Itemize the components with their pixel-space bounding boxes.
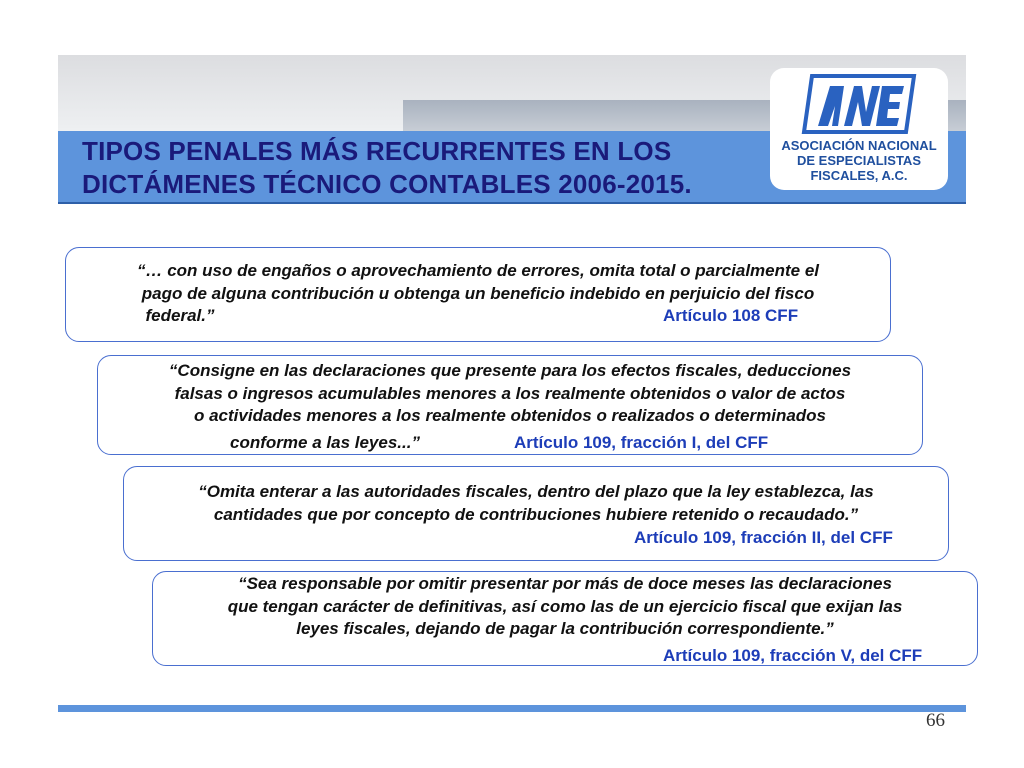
title-banner-underline <box>58 202 966 204</box>
quote-line: o actividades menores a los realmente obtenidos o realizados o determinados <box>193 406 827 425</box>
footer-line <box>58 705 966 712</box>
quote-line: “Consigne en las declaraciones que presente para los efectos fiscales, deducciones <box>168 361 852 380</box>
reference-articulo-109-fraccion-ii: Artículo 109, fracción II, del CFF <box>634 528 893 547</box>
association-name-line-3: FISCALES, A.C. <box>810 168 908 183</box>
quote-line: “Omita enterar a las autoridades fiscales, dentro del plazo que la ley establezca, las <box>198 482 874 501</box>
association-name <box>770 138 948 183</box>
association-name-line-2: DE ESPECIALISTAS <box>796 153 921 168</box>
quote-articulo-108 <box>70 260 886 305</box>
quote-line: “… con uso de engaños o aprovechamiento de errores, omita total o parcialmente el <box>136 261 820 280</box>
reference-articulo-109-fraccion-v: Artículo 109, fracción V, del CFF <box>663 646 923 665</box>
quote-line: leyes fiscales, dejando de pagar la contribución correspondiente.” <box>296 619 834 638</box>
slide-title-line-1: TIPOS PENALES MÁS RECURRENTES EN LOS <box>82 136 672 166</box>
reference-articulo-108: Artículo 108 CFF <box>663 306 799 325</box>
slide-title-line-2: DICTÁMENES TÉCNICO CONTABLES 2006-2015. <box>82 169 692 199</box>
quote-line: falsas o ingresos acumulables menores a los realmente obtenidos o valor de actos <box>174 383 846 403</box>
quote-line: “Sea responsable por omitir presentar por más de doce meses las declaraciones <box>238 574 892 593</box>
quote-line: cantidades que por concepto de contribuciones hubiere retenido o recaudado.” <box>213 504 859 524</box>
page-number: 66 <box>926 710 945 731</box>
quote-line: conforme a las leyes...” <box>230 433 420 452</box>
association-name-line-1: ASOCIACIÓN NACIONAL <box>781 138 937 153</box>
quote-line: federal.” <box>145 306 215 325</box>
association-logo <box>770 68 948 190</box>
quote-articulo-109-fraccion-v <box>157 573 973 641</box>
quote-line: pago de alguna contribución u obtenga un beneficio indebido en perjuicio del fisco <box>141 283 815 303</box>
slide-title <box>82 135 762 201</box>
quote-articulo-109-fraccion-i <box>100 360 920 428</box>
quote-line: que tengan carácter de definitivas, así como las de un ejercicio fiscal que exijan las <box>227 596 903 616</box>
quote-articulo-109-fraccion-ii <box>128 481 944 526</box>
anef-logo-icon <box>800 72 918 136</box>
reference-articulo-109-fraccion-i: Artículo 109, fracción I, del CFF <box>514 433 769 452</box>
